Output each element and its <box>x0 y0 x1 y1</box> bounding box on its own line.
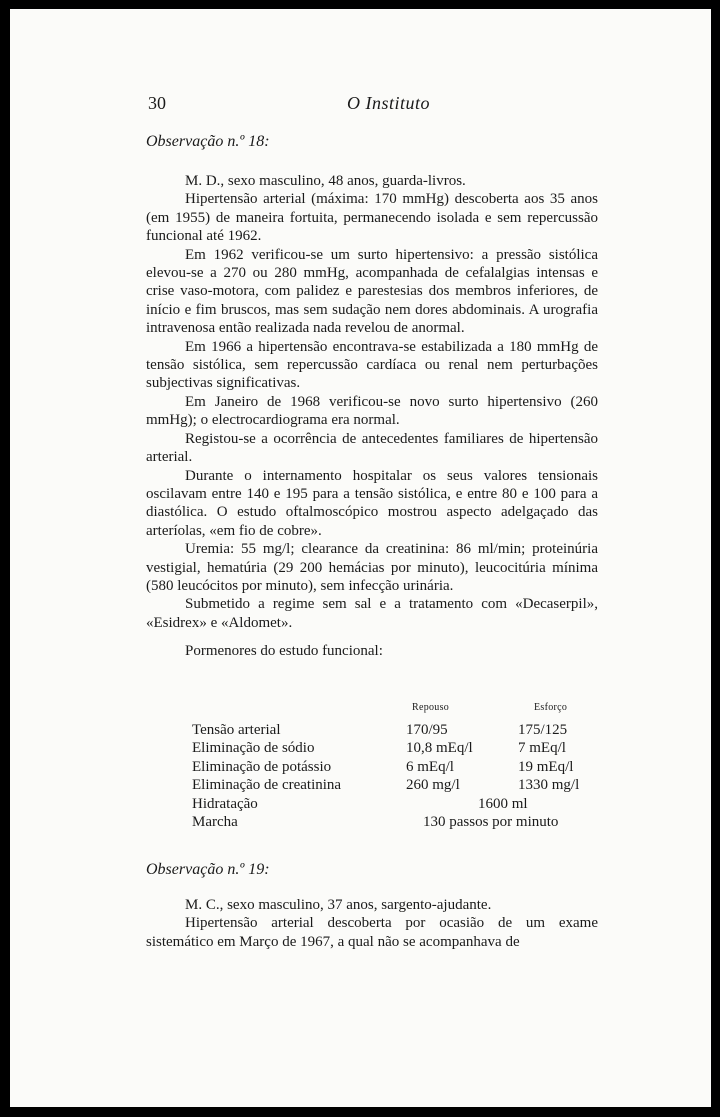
paragraph: Hipertensão arterial (máxima: 170 mmHg) descoberta aos 35 anos (em 1955) de maneira fortuita, permanecendo isolada e sem repercussão funcional até 1962. <box>146 191 598 245</box>
rest-value: 260 mg/l <box>406 777 460 794</box>
rest-value: 6 mEq/l <box>406 758 454 775</box>
row-label: Tensão arterial <box>192 722 281 738</box>
document-page <box>10 9 711 1107</box>
observation-18-body <box>146 172 598 661</box>
paragraph: Hipertensão arterial descoberta por ocasião de um exame sistemático em Março de 1967, a qual não se acompanhava de <box>146 915 598 950</box>
paragraph: Em 1966 a hipertensão encontrava-se estabilizada a 180 mmHg de tensão sistólica, sem repercussão cardíaca ou renal nem perturbações subjectivas significativas. <box>146 338 598 392</box>
paragraph: M. C., sexo masculino, 37 anos, sargento-ajudante. <box>185 897 492 913</box>
table-row <box>182 759 602 777</box>
row-label: Hidratação <box>192 795 258 812</box>
paragraph: Submetido a regime sem sal e a tratamento com «Decaserpil», «Esidrex» e «Aldomet». <box>146 596 598 631</box>
running-title: O Instituto <box>347 93 431 113</box>
effort-value: 1330 mg/l <box>518 777 580 794</box>
paragraph: Uremia: 55 mg/l; clearance da creatinina: 86 ml/min; proteinúria vestigial, hematúria (29 200 hemácias por minuto), leucocitúria mínima (580 leucócitos por minuto), sem infecção urinária. <box>146 541 598 594</box>
paragraph: Durante o internamento hospitalar os seus valores tensionais oscilavam entre 140 e 195 para a tensão sistólica, e entre 80 e 100 para a diastólica. O estudo oftalmoscópico mostrou aspecto adelgaçado das arteríolas, «em fio de cobre». <box>146 467 598 539</box>
paragraph: Em Janeiro de 1968 verificou-se novo surto hipertensivo (260 mmHg); o electrocardiograma era normal. <box>146 393 598 429</box>
table-row <box>182 796 602 814</box>
effort-value: 19 mEq/l <box>518 758 574 775</box>
paragraph: M. D., sexo masculino, 48 anos, guarda-livros. <box>185 173 466 189</box>
table-header <box>182 702 602 722</box>
table-row <box>182 777 602 795</box>
paragraph: Pormenores do estudo funcional: <box>185 643 383 660</box>
observation-19-heading: Observação n.º 19: <box>146 861 270 878</box>
rest-value: 10,8 mEq/l <box>406 740 473 757</box>
effort-value: 7 mEq/l <box>518 740 566 757</box>
page-number: 30 <box>148 93 166 113</box>
observation-18-heading: Observação n.º 18: <box>146 133 270 150</box>
table-row <box>182 722 602 740</box>
march-value: 130 passos por minuto <box>423 813 559 830</box>
rest-value: 170/95 <box>406 722 448 738</box>
paragraph: Registou-se a ocorrência de antecedentes familiares de hipertensão arterial. <box>146 430 598 466</box>
effort-value: 175/125 <box>518 722 568 738</box>
row-label: Eliminação de creatinina <box>192 777 342 794</box>
table-row <box>182 740 602 758</box>
row-label: Marcha <box>192 813 238 830</box>
table-row <box>182 814 602 832</box>
functional-study-table <box>182 702 602 832</box>
hydration-value: 1600 ml <box>478 795 528 812</box>
row-label: Eliminação de sódio <box>192 740 315 757</box>
effort-column-header: Esforço <box>534 702 568 713</box>
paragraph: Em 1962 verificou-se um surto hipertensivo: a pressão sistólica elevou-se a 270 ou 280 mmHg, acompanhada de cefalalgias intensas e crise vaso-motora, com palidez e parestesias dos membros inferiores, de início e fim bruscos, mas sem sudação nem dores abdominais. A urografia intravenosa então realizada nada revelou de anormal. <box>146 246 598 337</box>
rest-column-header: Repouso <box>412 702 450 713</box>
row-label: Eliminação de potássio <box>192 758 332 775</box>
observation-19-body <box>146 896 598 951</box>
